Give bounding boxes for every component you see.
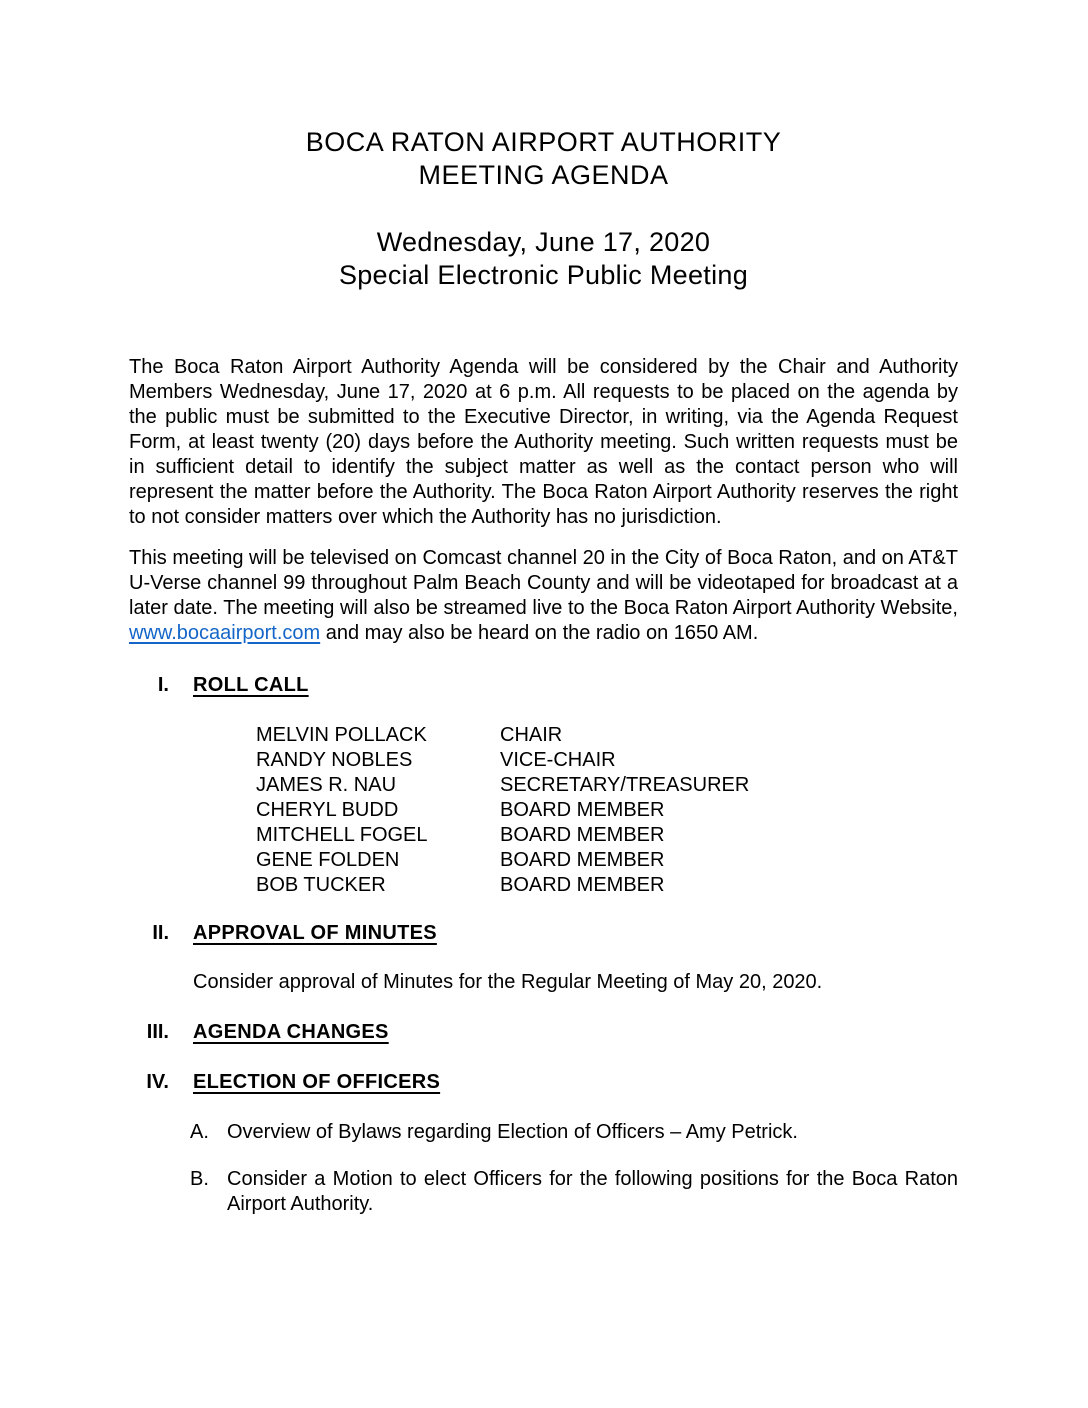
member-name: BOB TUCKER bbox=[256, 874, 386, 896]
intro-paragraph-1: The Boca Raton Airport Authority Agenda will be considered by the Chair and Authority Members Wednesday, June 17, 2020 at 6 p.m. All requests to be placed on the agenda by the public must be submitted to the Executive Director, in writing, via the Agenda Request Form, at least twenty (20) days before the Authority meeting. Such written requests must be in sufficient detail to identify the subject matter as well as the contact person who will represent the matter before the Authority. The Boca Raton Airport Authority reserves the right to not consider matters over which the Authority has no jurisdiction. bbox=[129, 356, 958, 528]
section-roll-call-heading bbox=[129, 673, 958, 698]
section-roll-call-numeral: I. bbox=[157, 674, 169, 696]
member-name: MELVIN POLLACK bbox=[256, 724, 427, 746]
website-link[interactable]: www.bocaairport.com bbox=[129, 622, 321, 644]
section-approval-of-minutes-heading bbox=[129, 921, 958, 946]
section-election-of-officers-title: ELECTION OF OFFICERS bbox=[193, 1071, 441, 1093]
member-title: SECRETARY/TREASURER bbox=[500, 774, 750, 796]
meeting-date: Wednesday, June 17, 2020 bbox=[376, 227, 711, 257]
document-title-block bbox=[129, 126, 958, 192]
section-approval-of-minutes-numeral: II. bbox=[152, 922, 169, 944]
roll-call-member-list bbox=[256, 723, 958, 898]
roll-call-row bbox=[256, 823, 958, 848]
meeting-date-block bbox=[129, 226, 958, 292]
section-approval-of-minutes-title: APPROVAL OF MINUTES bbox=[193, 922, 437, 944]
roll-call-row bbox=[256, 748, 958, 773]
agenda-item-b-text: Consider a Motion to elect Officers for the following positions for the Boca Raton Airport Authority. bbox=[227, 1168, 958, 1215]
section-agenda-changes-heading bbox=[129, 1020, 958, 1045]
member-name: MITCHELL FOGEL bbox=[256, 824, 428, 846]
agenda-item-a bbox=[129, 1120, 958, 1145]
agenda-item-a-text: Overview of Bylaws regarding Election of Officers – Amy Petrick. bbox=[227, 1121, 798, 1143]
section-agenda-changes-numeral: III. bbox=[146, 1021, 169, 1043]
agenda-item-b-letter: B. bbox=[190, 1168, 209, 1190]
document-title-line1: BOCA RATON AIRPORT AUTHORITY bbox=[305, 127, 782, 157]
section-election-of-officers-heading bbox=[129, 1070, 958, 1095]
agenda-item-a-letter: A. bbox=[190, 1121, 209, 1143]
roll-call-row bbox=[256, 848, 958, 873]
section-roll-call-title: ROLL CALL bbox=[193, 674, 309, 696]
member-title: BOARD MEMBER bbox=[500, 824, 665, 846]
roll-call-row bbox=[256, 873, 958, 898]
section-agenda-changes-title: AGENDA CHANGES bbox=[193, 1021, 389, 1043]
roll-call-row bbox=[256, 773, 958, 798]
member-name: RANDY NOBLES bbox=[256, 749, 413, 771]
member-name: JAMES R. NAU bbox=[256, 774, 397, 796]
member-title: CHAIR bbox=[500, 724, 563, 746]
member-title: BOARD MEMBER bbox=[500, 849, 665, 871]
approval-of-minutes-body: Consider approval of Minutes for the Regular Meeting of May 20, 2020. bbox=[193, 971, 823, 993]
member-name: CHERYL BUDD bbox=[256, 799, 399, 821]
member-title: VICE-CHAIR bbox=[500, 749, 616, 771]
intro-paragraph-2-before-link: This meeting will be televised on Comcast channel 20 in the City of Boca Raton, and on AT&T U-Verse channel 99 throughout Palm Beach County and will be videotaped for broadcast at a later date. The meeting will also be streamed live to the Boca Raton Airport Authority Website, bbox=[129, 547, 958, 619]
intro-paragraph-2-after-link: and may also be heard on the radio on 1650 AM. bbox=[320, 622, 759, 644]
section-election-of-officers-numeral: IV. bbox=[146, 1071, 169, 1093]
intro-paragraph-2 bbox=[129, 546, 958, 646]
member-title: BOARD MEMBER bbox=[500, 799, 665, 821]
document-title-line2: MEETING AGENDA bbox=[418, 160, 669, 190]
member-title: BOARD MEMBER bbox=[500, 874, 665, 896]
roll-call-row bbox=[256, 723, 958, 748]
member-name: GENE FOLDEN bbox=[256, 849, 400, 871]
meeting-type: Special Electronic Public Meeting bbox=[338, 260, 749, 290]
agenda-item-b bbox=[129, 1167, 958, 1217]
roll-call-row bbox=[256, 798, 958, 823]
